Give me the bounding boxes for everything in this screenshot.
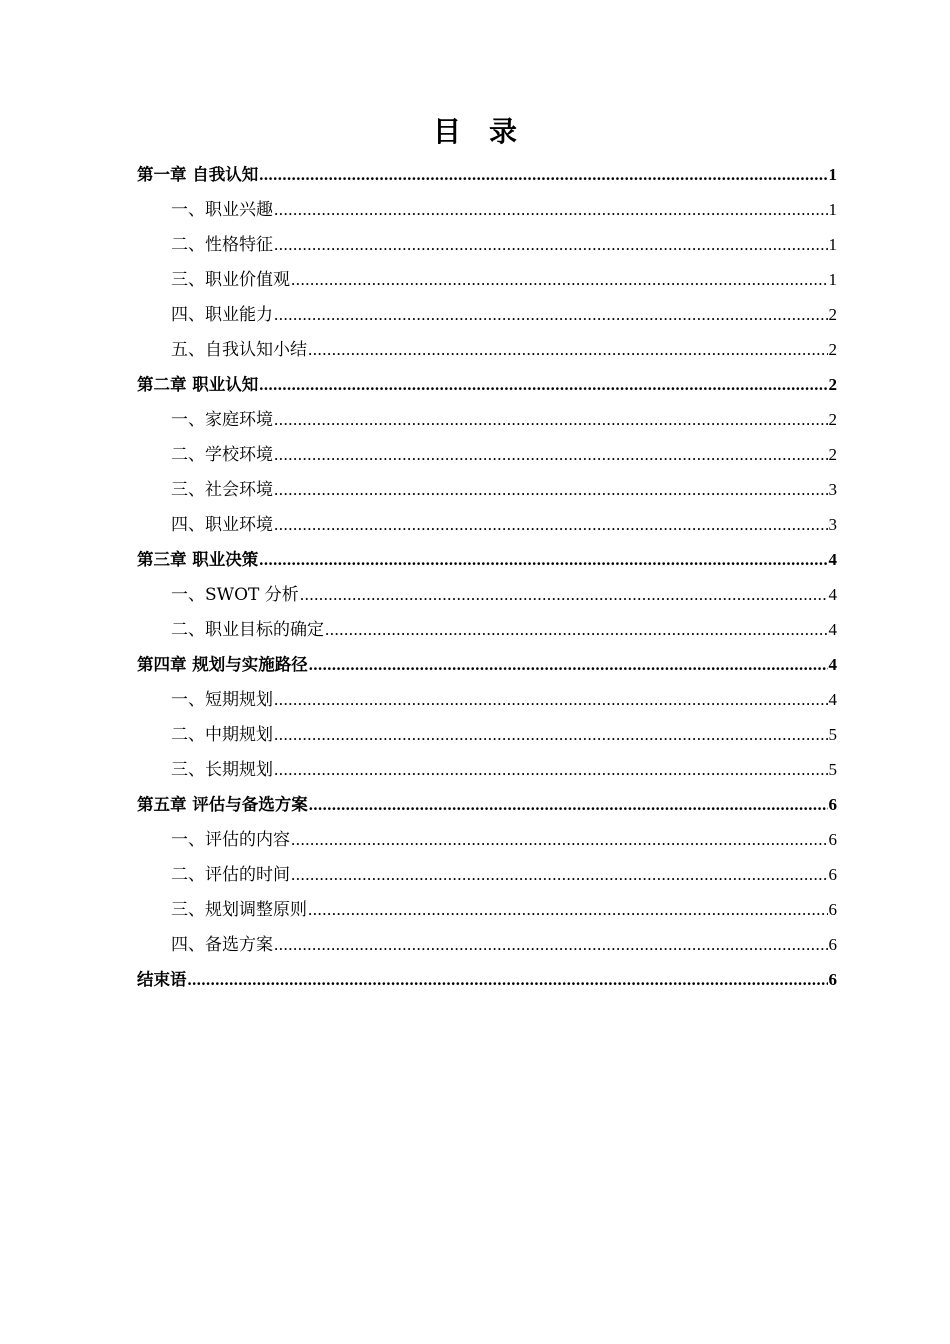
- toc-entry-label: 二、中期规划: [171, 725, 273, 745]
- toc-page-number: 6: [828, 935, 837, 954]
- toc-page-number: 1: [828, 270, 837, 289]
- toc-page-number: 6: [828, 830, 837, 849]
- toc-dot-leader: [188, 962, 828, 997]
- toc-chapter-entry[interactable]: [137, 962, 837, 997]
- toc-dot-leader: [274, 227, 828, 262]
- toc-dot-leader: [274, 682, 828, 717]
- toc-page-number: 1: [828, 235, 837, 254]
- toc-entry-label: 一、职业兴趣: [171, 200, 273, 220]
- toc-section-entry[interactable]: [137, 262, 837, 297]
- toc-page-number: 2: [828, 305, 837, 324]
- toc-section-entry[interactable]: [137, 717, 837, 752]
- toc-entry-label: 结束语: [137, 970, 187, 989]
- toc-page-number: 5: [828, 760, 837, 779]
- toc-dot-leader: [274, 472, 828, 507]
- toc-list: [137, 157, 837, 997]
- toc-chapter-entry[interactable]: [137, 647, 837, 682]
- toc-dot-leader: [259, 542, 827, 577]
- toc-entry-label: 二、性格特征: [171, 235, 273, 255]
- toc-section-entry[interactable]: [137, 857, 837, 892]
- toc-page-number: 3: [828, 515, 837, 534]
- toc-dot-leader: [291, 857, 828, 892]
- toc-section-entry[interactable]: [137, 472, 837, 507]
- toc-dot-leader: [308, 332, 828, 367]
- toc-chapter-entry[interactable]: [137, 542, 837, 577]
- toc-entry-label: 一、评估的内容: [171, 830, 290, 850]
- toc-page-number: 1: [828, 165, 837, 184]
- toc-chapter-entry[interactable]: [137, 787, 837, 822]
- toc-dot-leader: [274, 507, 828, 542]
- toc-page-number: 4: [828, 620, 837, 639]
- toc-page-number: 2: [828, 375, 837, 394]
- toc-section-entry[interactable]: [137, 927, 837, 962]
- toc-section-entry[interactable]: [137, 437, 837, 472]
- toc-page-number: 1: [828, 200, 837, 219]
- toc-section-entry[interactable]: [137, 752, 837, 787]
- toc-dot-leader: [309, 647, 828, 682]
- toc-entry-label: 三、社会环境: [171, 480, 273, 500]
- toc-section-entry[interactable]: [137, 507, 837, 542]
- toc-dot-leader: [274, 717, 828, 752]
- toc-page-number: 2: [828, 340, 837, 359]
- toc-section-entry[interactable]: [137, 577, 837, 612]
- toc-dot-leader: [274, 297, 828, 332]
- toc-section-entry[interactable]: [137, 402, 837, 437]
- toc-entry-label: 一、家庭环境: [171, 410, 273, 430]
- toc-dot-leader: [274, 402, 828, 437]
- toc-dot-leader: [274, 437, 828, 472]
- toc-entry-label: 一、SWOT 分析: [171, 585, 299, 605]
- toc-entry-label: 二、评估的时间: [171, 865, 290, 885]
- toc-dot-leader: [259, 157, 827, 192]
- toc-entry-label: 二、学校环境: [171, 445, 273, 465]
- toc-page-number: 6: [828, 865, 837, 884]
- toc-dot-leader: [308, 892, 828, 927]
- toc-dot-leader: [300, 577, 828, 612]
- toc-section-entry[interactable]: [137, 822, 837, 857]
- toc-section-entry[interactable]: [137, 332, 837, 367]
- toc-chapter-entry[interactable]: [137, 157, 837, 192]
- toc-dot-leader: [291, 262, 828, 297]
- toc-entry-label: 第五章 评估与备选方案: [137, 795, 308, 814]
- toc-entry-label: 第四章 规划与实施路径: [137, 655, 308, 674]
- toc-page-number: 4: [828, 655, 837, 674]
- toc-page-number: 4: [828, 550, 837, 569]
- toc-entry-label: 第二章 职业认知: [137, 375, 259, 394]
- toc-section-entry[interactable]: [137, 227, 837, 262]
- toc-entry-label: 二、职业目标的确定: [171, 620, 324, 640]
- toc-section-entry[interactable]: [137, 682, 837, 717]
- toc-title: [0, 112, 950, 152]
- toc-dot-leader: [259, 367, 827, 402]
- toc-page-number: 4: [828, 585, 837, 604]
- toc-dot-leader: [274, 752, 828, 787]
- toc-entry-label: 第三章 职业决策: [137, 550, 259, 569]
- toc-dot-leader: [325, 612, 828, 647]
- toc-page-number: 5: [828, 725, 837, 744]
- toc-dot-leader: [274, 927, 828, 962]
- toc-section-entry[interactable]: [137, 612, 837, 647]
- toc-page-number: 2: [828, 445, 837, 464]
- toc-entry-label: 三、职业价值观: [171, 270, 290, 290]
- toc-chapter-entry[interactable]: [137, 367, 837, 402]
- toc-page-number: 6: [828, 795, 837, 814]
- toc-page-number: 3: [828, 480, 837, 499]
- toc-entry-label: 第一章 自我认知: [137, 165, 259, 184]
- toc-entry-label: 三、规划调整原则: [171, 900, 307, 920]
- toc-entry-label: 五、自我认知小结: [171, 340, 307, 360]
- toc-dot-leader: [291, 822, 828, 857]
- toc-dot-leader: [274, 192, 828, 227]
- toc-page-number: 6: [828, 900, 837, 919]
- toc-section-entry[interactable]: [137, 297, 837, 332]
- toc-section-entry[interactable]: [137, 192, 837, 227]
- toc-page-number: 4: [828, 690, 837, 709]
- toc-section-entry[interactable]: [137, 892, 837, 927]
- toc-entry-label: 四、备选方案: [171, 935, 273, 955]
- toc-title-char-1: 目: [432, 115, 461, 148]
- toc-page-number: 6: [828, 970, 837, 989]
- toc-dot-leader: [309, 787, 828, 822]
- toc-page-number: 2: [828, 410, 837, 429]
- toc-title-char-2: 录: [489, 115, 518, 148]
- toc-entry-label: 四、职业能力: [171, 305, 273, 325]
- toc-entry-label: 一、短期规划: [171, 690, 273, 710]
- toc-entry-label: 三、长期规划: [171, 760, 273, 780]
- toc-entry-label: 四、职业环境: [171, 515, 273, 535]
